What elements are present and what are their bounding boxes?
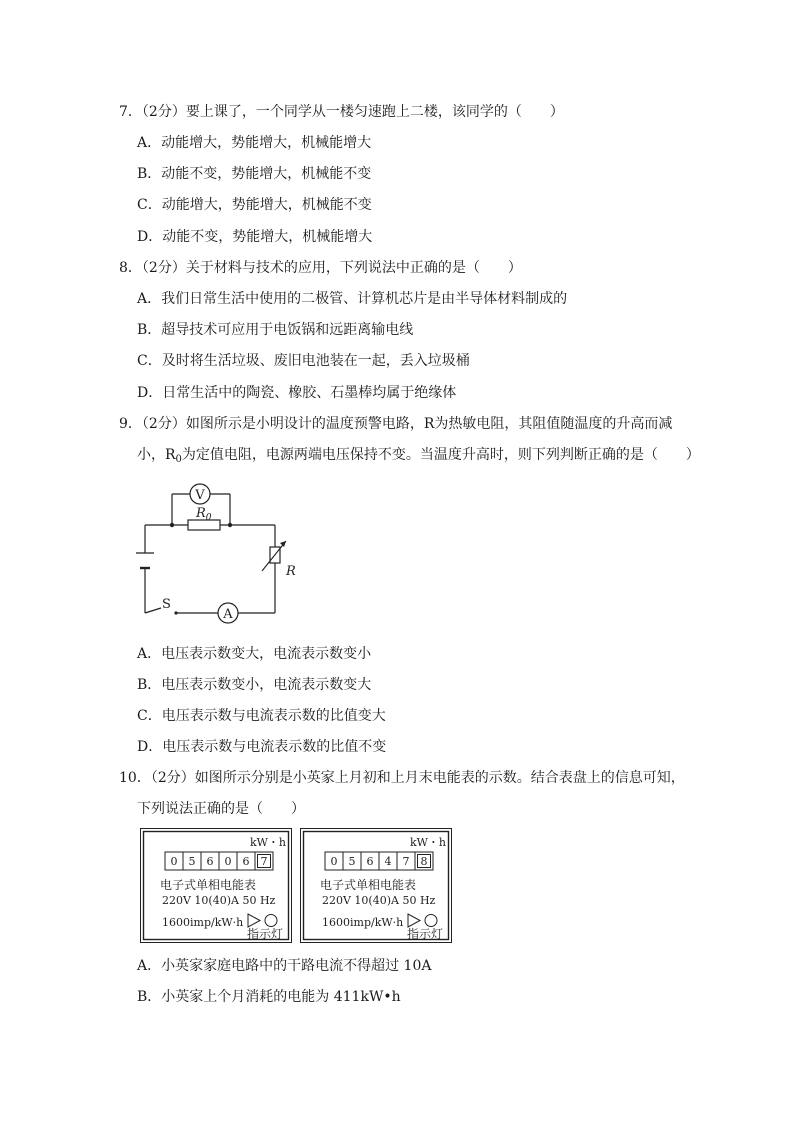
meter-1-name: 电子式单相电能表: [160, 878, 257, 892]
meter-2-indicator-lamp: [425, 915, 437, 927]
resistor-r0: [188, 520, 220, 530]
q8-option-d: D．日常生活中的陶瓷、橡胶、石墨棒均属于绝缘体: [137, 385, 457, 401]
q7-option-d: D．动能不变，势能增大，机械能增大: [137, 229, 373, 245]
q7-option-a: A．动能增大，势能增大，机械能增大: [137, 135, 372, 151]
voltmeter-label: V: [195, 488, 205, 503]
switch-pivot: [174, 611, 177, 614]
meter-2-digit-6: 8: [420, 855, 428, 868]
q9-option-b: B．电压表示数变小，电流表示数变大: [137, 677, 372, 693]
q7-option-b: B．动能不变，势能增大，机械能不变: [137, 166, 372, 182]
junction-left: [170, 523, 174, 527]
q9-stem-line2: 小，$R_0$为定值电阻，电源两端电压保持不变。当温度升高时，则下列判断正确的是（ ）: [137, 447, 700, 465]
thermistor-label: R: [286, 564, 296, 579]
meter-2-digit-4: 4: [384, 855, 392, 868]
resistor-r0-label: $R_0$: [196, 506, 212, 523]
meter-2-indicator-label: 指示灯: [407, 927, 444, 941]
meter-1-indicator-label: 指示灯: [247, 927, 284, 941]
junction-right: [228, 523, 232, 527]
meter-2-digit-1: 0: [330, 855, 338, 868]
q9-stem-line1: 9．（2分）如图所示是小明设计的温度预警电路，R为热敏电阻，其阻值随温度的升高而减: [119, 416, 673, 432]
energy-meter-start: [140, 828, 292, 943]
q10-stem-line1: 10．（2分）如图所示分别是小英家上月初和上月末电能表的示数。结合表盘上的信息可知，: [119, 770, 685, 786]
q8-option-c: C．及时将生活垃圾、废旧电池装在一起，丢入垃圾桶: [137, 353, 470, 369]
meter-1-digit-6: 7: [260, 855, 268, 868]
meter-1-digit-5: 6: [242, 855, 250, 868]
meter-2-unit: kW・h: [409, 836, 446, 849]
meter-1-digit-4: 0: [224, 855, 232, 868]
meter-2-imp: 1600imp/kW·h: [322, 916, 404, 929]
q9-option-a: A．电压表示数变大，电流表示数变小: [137, 646, 372, 662]
q7-stem: 7．（2分）要上课了，一个同学从一楼匀速跑上二楼，该同学的（ ）: [119, 104, 564, 120]
energy-meter-end: [300, 828, 452, 943]
ammeter-label: A: [223, 607, 233, 622]
meter-2-digit-5: 7: [402, 855, 410, 868]
meter-2-digit-3: 6: [366, 855, 374, 868]
meter-1-unit: kW・h: [249, 836, 286, 849]
q7-option-c: C．动能增大，势能增大，机械能不变: [137, 197, 372, 213]
meter-1-digit-3: 6: [206, 855, 214, 868]
thermistor-arrow-line: [262, 541, 286, 571]
q8-stem: 8．（2分）关于材料与技术的应用，下列说法中正确的是（ ）: [119, 260, 522, 276]
meter-1-spec: 220V 10(40)A 50 Hz: [162, 894, 276, 907]
q10-stem-line2: 下列说法正确的是（ ）: [137, 801, 305, 817]
meter-1-indicator-lamp: [265, 915, 277, 927]
meter-1-digit-2: 5: [188, 855, 196, 868]
thermistor-arrow-head: [280, 541, 286, 547]
meter-2-name: 电子式单相电能表: [320, 878, 417, 892]
meter-2-spec: 220V 10(40)A 50 Hz: [322, 894, 436, 907]
meter-1-imp: 1600imp/kW·h: [162, 916, 244, 929]
q8-option-a: A．我们日常生活中使用的二极管、计算机芯片是由半导体材料制成的: [137, 291, 568, 307]
q9-option-c: C．电压表示数与电流表示数的比值变大: [137, 708, 386, 724]
meter-2-digit-2: 5: [348, 855, 356, 868]
circuit-diagram: [130, 475, 310, 625]
meter-1-digit-1: 0: [170, 855, 178, 868]
q8-option-b: B．超导技术可应用于电饭锅和远距离输电线: [137, 322, 414, 338]
switch-label: S: [162, 597, 171, 612]
q10-option-a: A．小英家家庭电路中的干路电流不得超过 10A: [137, 958, 432, 974]
q9-option-d: D．电压表示数与电流表示数的比值不变: [137, 739, 387, 755]
q10-option-b: B．小英家上个月消耗的电能为 411kW•h: [137, 989, 401, 1005]
